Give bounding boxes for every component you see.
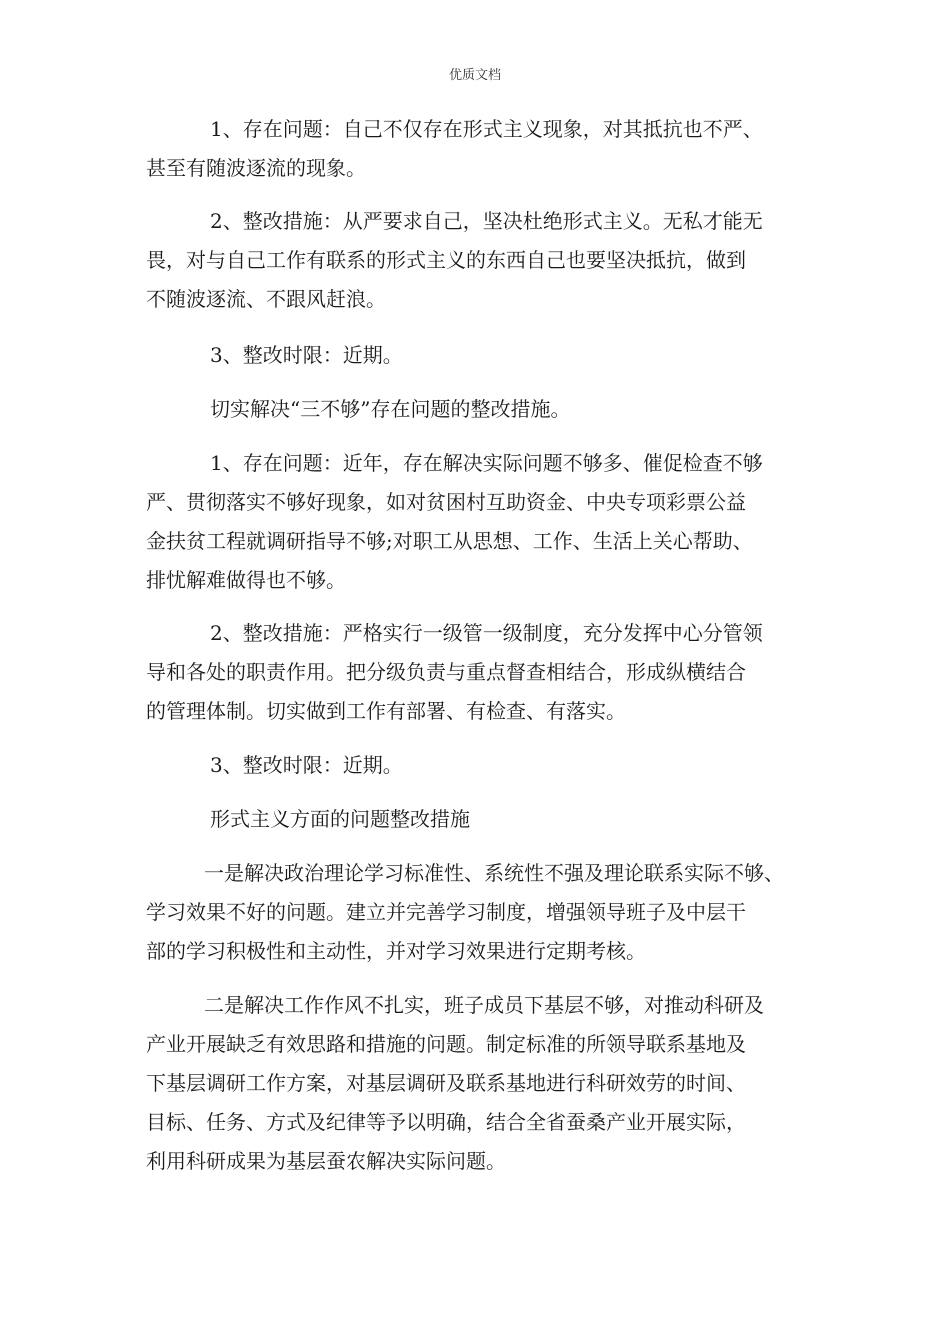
- paragraph-line: 2、整改措施：严格实行一级管一级制度，充分发挥中心分管领: [210, 621, 763, 645]
- paragraph-7: [146, 746, 826, 785]
- paragraph-4: [146, 390, 826, 429]
- paragraph-1: [146, 110, 826, 188]
- paragraph-line: 金扶贫工程就调研指导不够;对职工从思想、工作、生活上关心帮助、: [146, 529, 753, 553]
- paragraph-line: 不随波逐流、不跟风赶浪。: [146, 287, 386, 311]
- paragraph-line: 学习效果不好的问题。建立并完善学习制度，增强领导班子及中层干: [146, 900, 746, 924]
- paragraph-line: 二是解决工作作风不扎实，班子成员下基层不够，对推动科研及: [204, 993, 764, 1017]
- paragraph-line: 严、贯彻落实不够好现象，如对贫困村互助资金、中央专项彩票公益: [146, 490, 746, 514]
- paragraph-5: [146, 444, 826, 600]
- paragraph-3: [146, 336, 826, 375]
- paragraph-2: [146, 202, 826, 319]
- paragraph-line: 产业开展缺乏有效思路和措施的问题。制定标准的所领导联系基地及: [146, 1032, 746, 1056]
- page-header: 优质文档: [448, 68, 501, 83]
- paragraph-line: 目标、任务、方式及纪律等予以明确，结合全省蚕桑产业开展实际，: [146, 1110, 746, 1134]
- paragraph-line: 3、整改时限：近期。: [210, 343, 403, 367]
- paragraph-line: 部的学习积极性和主动性，并对学习效果进行定期考核。: [146, 939, 646, 963]
- paragraph-line: 利用科研成果为基层蚕农解决实际问题。: [146, 1149, 506, 1173]
- paragraph-line: 排忧解难做得也不够。: [146, 568, 346, 592]
- paragraph-line: 甚至有随波逐流的现象。: [146, 156, 366, 180]
- paragraph-line: 一是解决政治理论学习标准性、系统性不强及理论联系实际不够、: [204, 861, 784, 885]
- paragraph-line: 1、存在问题：自己不仅存在形式主义现象，对其抵抗也不严、: [210, 117, 763, 141]
- paragraph-line: 切实解决“三不够”存在问题的整改措施。: [210, 397, 571, 421]
- paragraph-9: [146, 854, 836, 971]
- paragraph-line: 3、整改时限：近期。: [210, 753, 403, 777]
- paragraph-line: 导和各处的职责作用。把分级负责与重点督查相结合，形成纵横结合: [146, 660, 746, 684]
- paragraph-10: [146, 986, 826, 1181]
- paragraph-8: [146, 800, 826, 839]
- paragraph-line: 的管理体制。切实做到工作有部署、有检查、有落实。: [146, 699, 626, 723]
- paragraph-6: [146, 614, 826, 731]
- paragraph-line: 下基层调研工作方案，对基层调研及联系基地进行科研效劳的时间、: [146, 1071, 746, 1095]
- paragraph-line: 畏，对与自己工作有联系的形式主义的东西自己也要坚决抵抗，做到: [146, 248, 746, 272]
- paragraph-line: 1、存在问题：近年，存在解决实际问题不够多、催促检查不够: [210, 451, 763, 475]
- paragraph-line: 形式主义方面的问题整改措施: [210, 807, 470, 831]
- paragraph-line: 2、整改措施：从严要求自己，坚决杜绝形式主义。无私才能无: [210, 209, 763, 233]
